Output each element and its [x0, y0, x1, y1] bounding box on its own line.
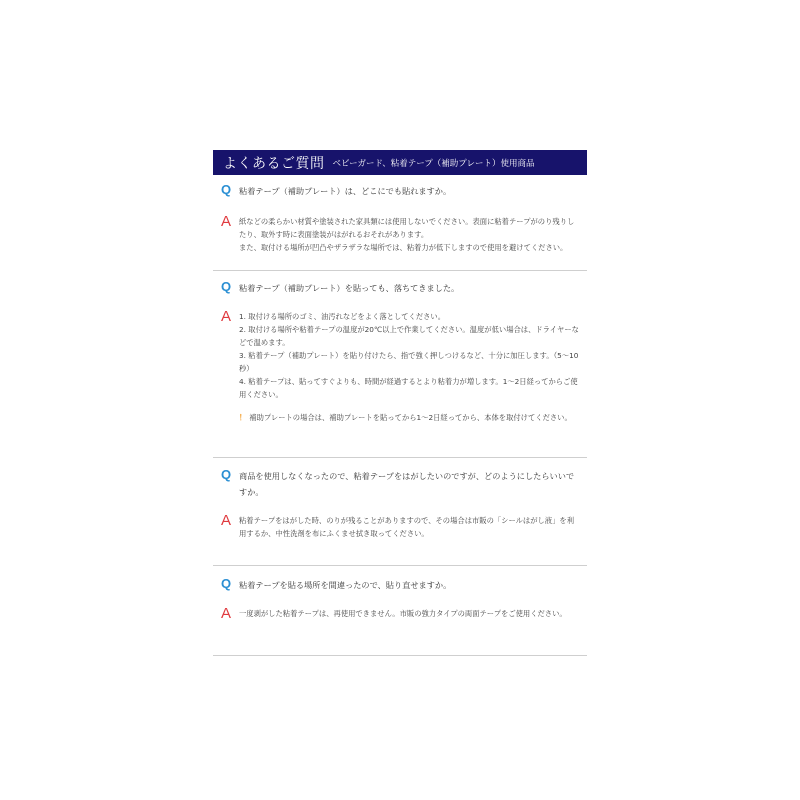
question-icon: Q [221, 467, 232, 482]
answer-note [239, 411, 581, 424]
answer-line: 一度剥がした粘着テープは、再使用できません。市販の強力タイプの両面テープをご使用ください。 [239, 609, 567, 618]
faq-item [213, 566, 587, 656]
question-text: 商品を使用しなくなったので、粘着テープをはがしたいのですが、どのようにしたらいいですか。 [239, 471, 575, 497]
answer-line: また、取付ける場所が凹凸やザラザラな場所では、粘着力が低下しますので使用を避けてください。 [239, 243, 568, 252]
question-row [213, 566, 587, 593]
answer-icon: A [221, 308, 232, 325]
question-icon: Q [221, 576, 232, 591]
answer-row [213, 500, 587, 540]
question-row [213, 175, 587, 199]
page-subtitle: ベビーガード、粘着テープ（補助プレート）使用商品 [332, 158, 535, 169]
question-icon: Q [221, 182, 232, 197]
answer-text [239, 310, 587, 424]
faq-item [213, 458, 587, 566]
question-text: 粘着テープ（補助プレート）は、どこにでも貼れますか。 [239, 186, 452, 196]
answer-row [213, 199, 587, 254]
answer-icon: A [221, 512, 232, 529]
question-row [213, 271, 587, 296]
answer-line: 2. 取付ける場所や粘着テープの温度が20℃以上で作業してください。温度が低い場合は、ドライヤーなどで温めます。 [239, 325, 579, 347]
faq-header [213, 150, 587, 175]
answer-line: 1. 取付ける場所のゴミ、油汚れなどをよく落としてください。 [239, 312, 446, 321]
answer-line: 3. 粘着テープ（補助プレート）を貼り付けたら、指で強く押しつけるなど、十分に加圧します。（5〜10秒） [239, 351, 579, 373]
answer-text [239, 514, 587, 540]
page-title: よくあるご質問 [223, 155, 325, 172]
note-text: 補助プレートの場合は、補助プレートを貼ってから1〜2日経ってから、本体を取付けてください。 [249, 413, 572, 422]
question-icon: Q [221, 279, 232, 294]
faq-panel [213, 150, 587, 656]
answer-line: 紙などの柔らかい材質や塗装された家具類には使用しないでください。表面に粘着テープがのり残りしたり、取外す時に表面塗装がはがれるおそれがあります。 [239, 217, 575, 239]
answer-icon: A [221, 605, 232, 622]
answer-text [239, 607, 573, 620]
question-text: 粘着テープを貼る場所を間違ったので、貼り直せますか。 [239, 580, 452, 590]
answer-line: 粘着テープをはがした時、のりが残ることがありますので、その場合は市販の「シールはがし液」を利用するか、中性洗剤を布にふくませ拭き取ってください。 [239, 516, 574, 538]
answer-text [239, 215, 587, 254]
question-row [213, 458, 587, 500]
answer-icon: A [221, 213, 232, 230]
question-text: 粘着テープ（補助プレート）を貼っても、落ちてきました。 [239, 283, 460, 293]
faq-item [213, 175, 587, 271]
answer-row [213, 296, 587, 424]
answer-row [213, 593, 587, 621]
warning-icon: ！ [239, 413, 247, 422]
answer-line: 4. 粘着テープは、貼ってすぐよりも、時間が経過するとより粘着力が増します。1〜2日経ってからご使用ください。 [239, 377, 578, 399]
faq-item [213, 271, 587, 458]
